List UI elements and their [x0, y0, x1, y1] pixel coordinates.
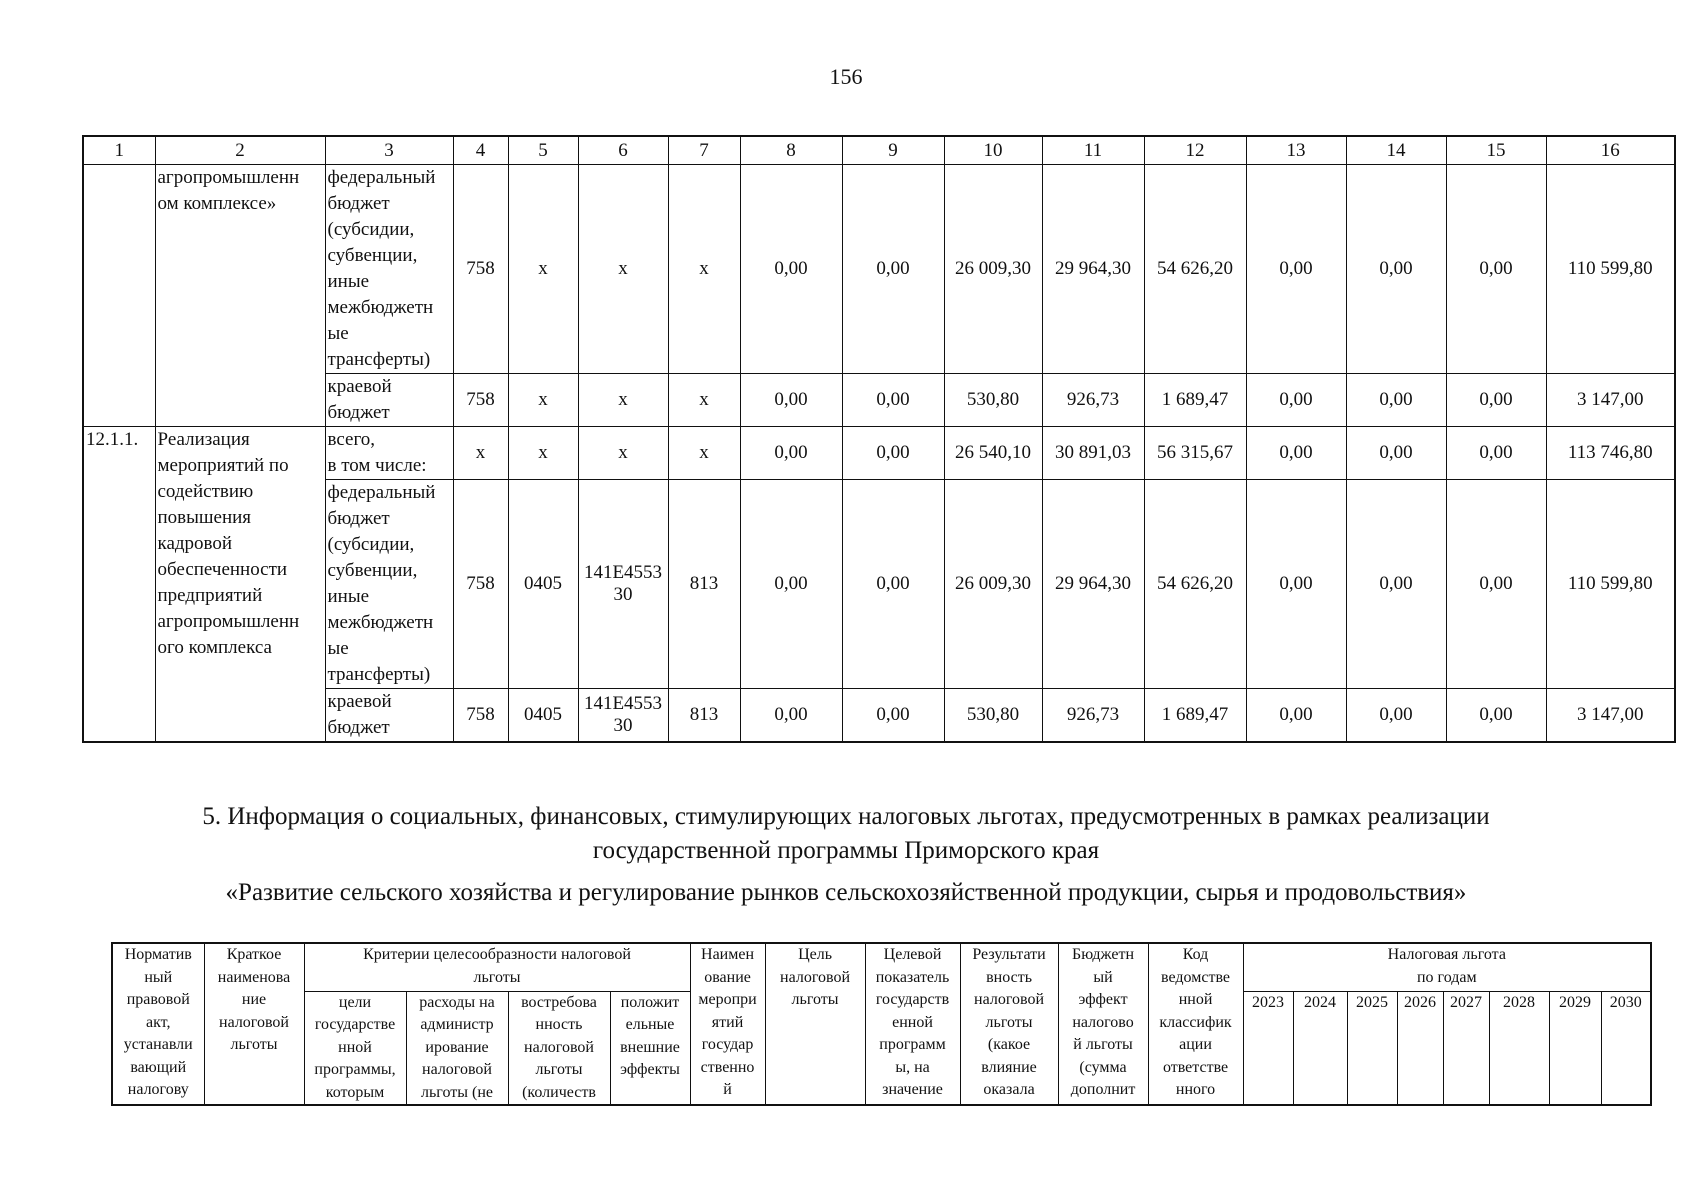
value-cell: 813 [668, 480, 740, 689]
column-number: 7 [668, 136, 740, 165]
value-cell: 0,00 [740, 480, 842, 689]
value-cell: 926,73 [1042, 689, 1144, 743]
value-cell: 3 147,00 [1546, 689, 1675, 743]
column-number-row [83, 136, 1675, 165]
column-number: 6 [578, 136, 668, 165]
header-target-indicator: Целевой показатель государств енной программ ы, на значение [865, 943, 960, 1105]
header-code: Код ведомстве нной классифик ации ответстве нного [1148, 943, 1243, 1105]
value-cell: x [668, 427, 740, 480]
value-cell: 0,00 [842, 374, 944, 427]
value-cell: 0,00 [1446, 374, 1546, 427]
value-cell: 29 964,30 [1042, 480, 1144, 689]
value-cell: 0,00 [842, 427, 944, 480]
column-number: 2 [155, 136, 325, 165]
header-demand: востребова нность налоговой льготы (количеств [508, 991, 610, 1105]
value-cell: 30 891,03 [1042, 427, 1144, 480]
value-cell: 56 315,67 [1144, 427, 1246, 480]
value-cell: 0,00 [740, 427, 842, 480]
column-number: 10 [944, 136, 1042, 165]
value-cell: 0,00 [1346, 374, 1446, 427]
value-cell: x [508, 427, 578, 480]
value-cell: 141E4553 30 [578, 689, 668, 743]
value-cell: 813 [668, 689, 740, 743]
value-cell: 0,00 [842, 689, 944, 743]
value-cell: 0,00 [740, 165, 842, 374]
value-cell: 0405 [508, 689, 578, 743]
row-number-cell [83, 165, 155, 427]
value-cell: x [508, 165, 578, 374]
column-number: 11 [1042, 136, 1144, 165]
header-short-name: Краткое наименова ние налоговой льготы [204, 943, 304, 1105]
value-cell: 758 [453, 165, 508, 374]
section-title-line: 5. Информация о социальных, финансовых, стимулирующих налоговых льготах, предусмотренных в рамках реализации [202, 803, 1490, 830]
header-budget-effect: Бюджетн ый эффект налогово й льготы (сумма дополнит [1058, 943, 1148, 1105]
value-cell: 26 009,30 [944, 165, 1042, 374]
value-cell: 110 599,80 [1546, 480, 1675, 689]
column-number: 12 [1144, 136, 1246, 165]
table-header-row [112, 943, 1651, 991]
value-cell: 530,80 [944, 374, 1042, 427]
value-cell: 0,00 [1346, 480, 1446, 689]
value-cell: x [453, 427, 508, 480]
value-cell: 530,80 [944, 689, 1042, 743]
header-admin-costs: расходы на администр ирование налоговой льготы (не [406, 991, 508, 1105]
value-cell: 758 [453, 689, 508, 743]
tax-benefits-table [111, 942, 1652, 1106]
value-cell: 0,00 [842, 480, 944, 689]
header-goals: цели государстве нной программы, которым [304, 991, 406, 1105]
section-title-line: государственной программы Приморского края [592, 837, 1100, 864]
header-year: 2030 [1601, 991, 1651, 1105]
column-number: 8 [740, 136, 842, 165]
value-cell: 0,00 [1246, 427, 1346, 480]
header-year: 2028 [1489, 991, 1549, 1105]
value-cell: 54 626,20 [1144, 480, 1246, 689]
value-cell: 0,00 [1246, 374, 1346, 427]
value-cell: 0,00 [1346, 427, 1446, 480]
event-name-cell: Реализация мероприятий по содействию повышения кадровой обеспеченности предприятий агропромышленн ого комплекса [155, 427, 325, 743]
column-number: 16 [1546, 136, 1675, 165]
table-row [83, 427, 1675, 480]
header-year: 2027 [1443, 991, 1489, 1105]
event-name-cell: агропромышленн ом комплексе» [155, 165, 325, 427]
header-year: 2023 [1243, 991, 1293, 1105]
funding-source-cell: краевой бюджет [325, 689, 453, 743]
column-number: 9 [842, 136, 944, 165]
value-cell: 758 [453, 374, 508, 427]
value-cell: 1 689,47 [1144, 689, 1246, 743]
value-cell: 0,00 [1246, 689, 1346, 743]
column-number: 3 [325, 136, 453, 165]
section-title [0, 800, 1692, 868]
value-cell: 1 689,47 [1144, 374, 1246, 427]
value-cell: 113 746,80 [1546, 427, 1675, 480]
value-cell: 110 599,80 [1546, 165, 1675, 374]
header-year: 2029 [1549, 991, 1601, 1105]
funding-table [82, 135, 1676, 743]
value-cell: x [668, 165, 740, 374]
funding-source-cell: всего, в том числе: [325, 427, 453, 480]
value-cell: 0,00 [1446, 480, 1546, 689]
header-external-effects: положит ельные внешние эффекты [610, 991, 690, 1105]
value-cell: 0,00 [1446, 427, 1546, 480]
program-name: «Развитие сельского хозяйства и регулирование рынков сельскохозяйственной продукции, сырья и продовольствия» [225, 879, 1467, 906]
value-cell: 758 [453, 480, 508, 689]
value-cell: 26 009,30 [944, 480, 1042, 689]
column-number: 1 [83, 136, 155, 165]
value-cell: 0,00 [740, 374, 842, 427]
value-cell: 926,73 [1042, 374, 1144, 427]
value-cell: 54 626,20 [1144, 165, 1246, 374]
value-cell: 0,00 [842, 165, 944, 374]
table-row [83, 165, 1675, 374]
header-tax-benefit: Налоговая льгота по годам [1243, 943, 1651, 991]
header-normative-act: Норматив ный правовой акт, устанавли вающий налогову [112, 943, 204, 1105]
column-number: 13 [1246, 136, 1346, 165]
value-cell: 0405 [508, 480, 578, 689]
value-cell: 0,00 [1446, 689, 1546, 743]
value-cell: x [578, 427, 668, 480]
column-number: 15 [1446, 136, 1546, 165]
page-number: 156 [829, 64, 863, 89]
value-cell: 26 540,10 [944, 427, 1042, 480]
funding-source-cell: федеральный бюджет (субсидии, субвенции, иные межбюджетн ые трансферты) [325, 165, 453, 374]
funding-source-cell: краевой бюджет [325, 374, 453, 427]
value-cell: 0,00 [740, 689, 842, 743]
column-number: 14 [1346, 136, 1446, 165]
column-number: 4 [453, 136, 508, 165]
header-purpose: Цель налоговой льготы [765, 943, 865, 1105]
value-cell: x [578, 374, 668, 427]
value-cell: x [578, 165, 668, 374]
header-criteria: Критерии целесообразности налоговой льготы [304, 943, 690, 991]
value-cell: x [508, 374, 578, 427]
header-year: 2024 [1293, 991, 1347, 1105]
header-year: 2026 [1397, 991, 1443, 1105]
column-number: 5 [508, 136, 578, 165]
value-cell: 0,00 [1446, 165, 1546, 374]
value-cell: x [668, 374, 740, 427]
value-cell: 29 964,30 [1042, 165, 1144, 374]
value-cell: 3 147,00 [1546, 374, 1675, 427]
header-event-name: Наимен ование меропри ятий государ ственно й [690, 943, 765, 1105]
value-cell: 0,00 [1246, 165, 1346, 374]
value-cell: 141E4553 30 [578, 480, 668, 689]
header-result: Результати вность налоговой льготы (какое влияние оказала [960, 943, 1058, 1105]
row-number-cell: 12.1.1. [83, 427, 155, 743]
funding-source-cell: федеральный бюджет (субсидии, субвенции, иные межбюджетн ые трансферты) [325, 480, 453, 689]
value-cell: 0,00 [1246, 480, 1346, 689]
header-year: 2025 [1347, 991, 1397, 1105]
value-cell: 0,00 [1346, 689, 1446, 743]
value-cell: 0,00 [1346, 165, 1446, 374]
